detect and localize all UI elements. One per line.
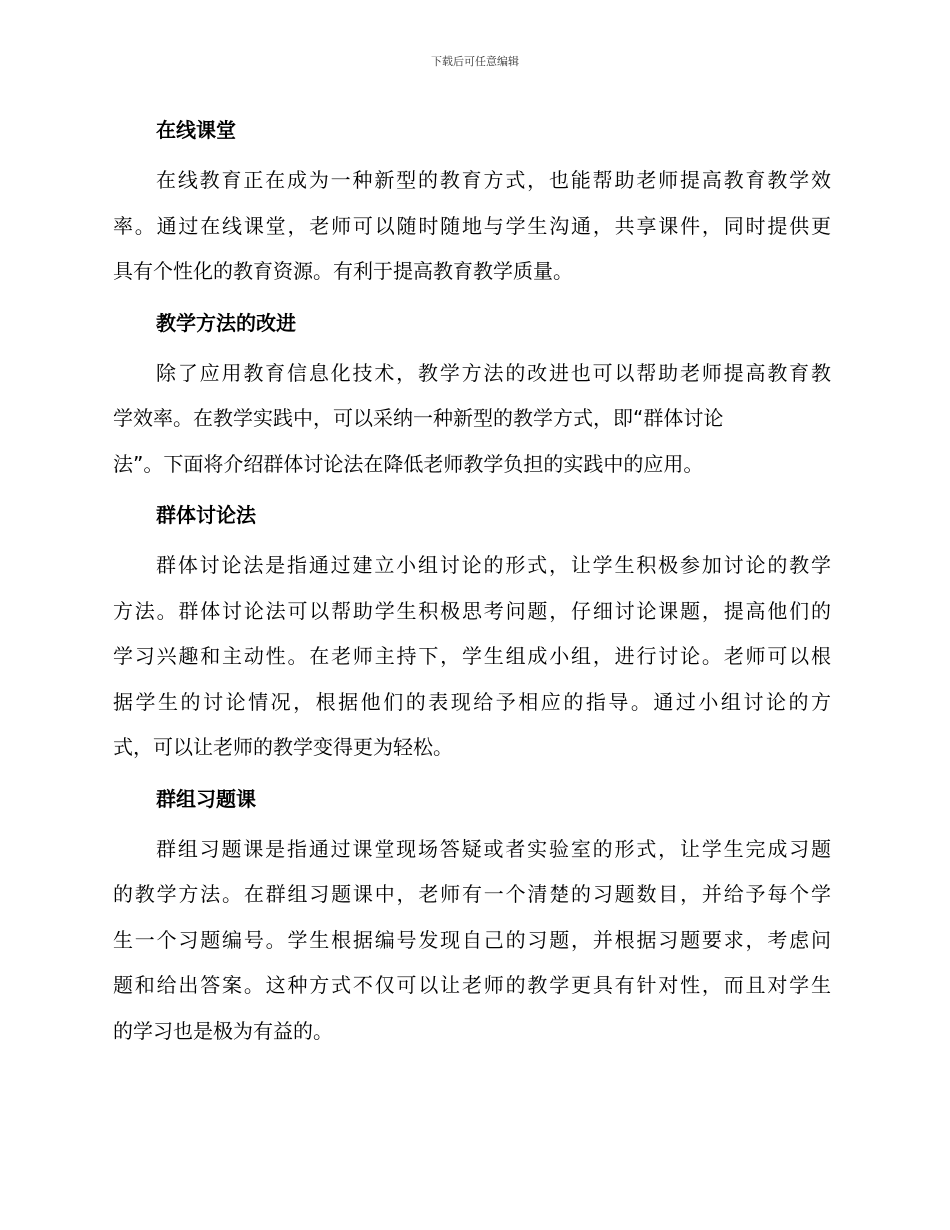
paragraph-line: 式，可以让老师的教学变得更为轻松。 [113,735,453,759]
document-body [113,112,831,1064]
paragraph-line: 的教学方法。在群组习题课中，老师有一个清楚的习题数目，并给予每个学 [113,882,831,906]
section-group-discussion [113,497,831,771]
section-paragraph [113,351,831,488]
section-heading: 在线课堂 [156,118,236,142]
section-heading: 教学方法的改进 [156,310,296,335]
paragraph-line: 具有个性化的教育资源。有利于提高教育教学质量。 [113,259,573,283]
section-group-exercise-class [113,781,831,1055]
paragraph-line: 学习兴趣和主动性。在老师主持下，学生组成小组，进行讨论。老师可以根 [113,644,831,668]
paragraph-line: 据学生的讨论情况，根据他们的表现给予相应的指导。通过小组讨论的方 [113,689,831,714]
paragraph-line: 的学习也是极为有益的。 [113,1018,333,1043]
section-paragraph [113,158,831,295]
section-teaching-method-improvement [113,305,831,488]
section-heading: 群体讨论法 [156,503,256,527]
paragraph-line: 题和给出答案。这种方式不仅可以让老师的教学更具有针对性，而且对学生 [113,973,831,997]
paragraph-line: 法”。下面将介绍群体讨论法在降低老师教学负担的实践中的应用。 [113,451,704,476]
paragraph-line: 群组习题课是指通过课堂现场答疑或者实验室的形式，让学生完成习题 [156,836,831,861]
section-paragraph [113,543,831,771]
paragraph-line: 在线教育正在成为一种新型的教育方式，也能帮助老师提高教育教学效 [156,168,831,192]
section-online-classroom [113,112,831,295]
paragraph-line: 率。通过在线课堂，老师可以随时随地与学生沟通，共享课件，同时提供更 [113,213,831,238]
paragraph-line: 除了应用教育信息化技术，教学方法的改进也可以帮助老师提高教育教 [156,360,831,385]
paragraph-line: 学效率。在教学实践中，可以采纳一种新型的教学方式，即“群体讨论 [113,406,724,430]
paragraph-line: 群体讨论法是指通过建立小组讨论的形式，让学生积极参加讨论的教学 [156,553,831,577]
section-heading: 群组习题课 [156,786,256,811]
header-note: 下载后可任意编辑 [431,55,519,68]
paragraph-line: 方法。群体讨论法可以帮助学生积极思考问题，仔细讨论课题，提高他们的 [113,598,831,623]
paragraph-line: 生一个习题编号。学生根据编号发现自己的习题，并根据习题要求，考虑问 [113,927,831,952]
section-paragraph [113,827,831,1055]
